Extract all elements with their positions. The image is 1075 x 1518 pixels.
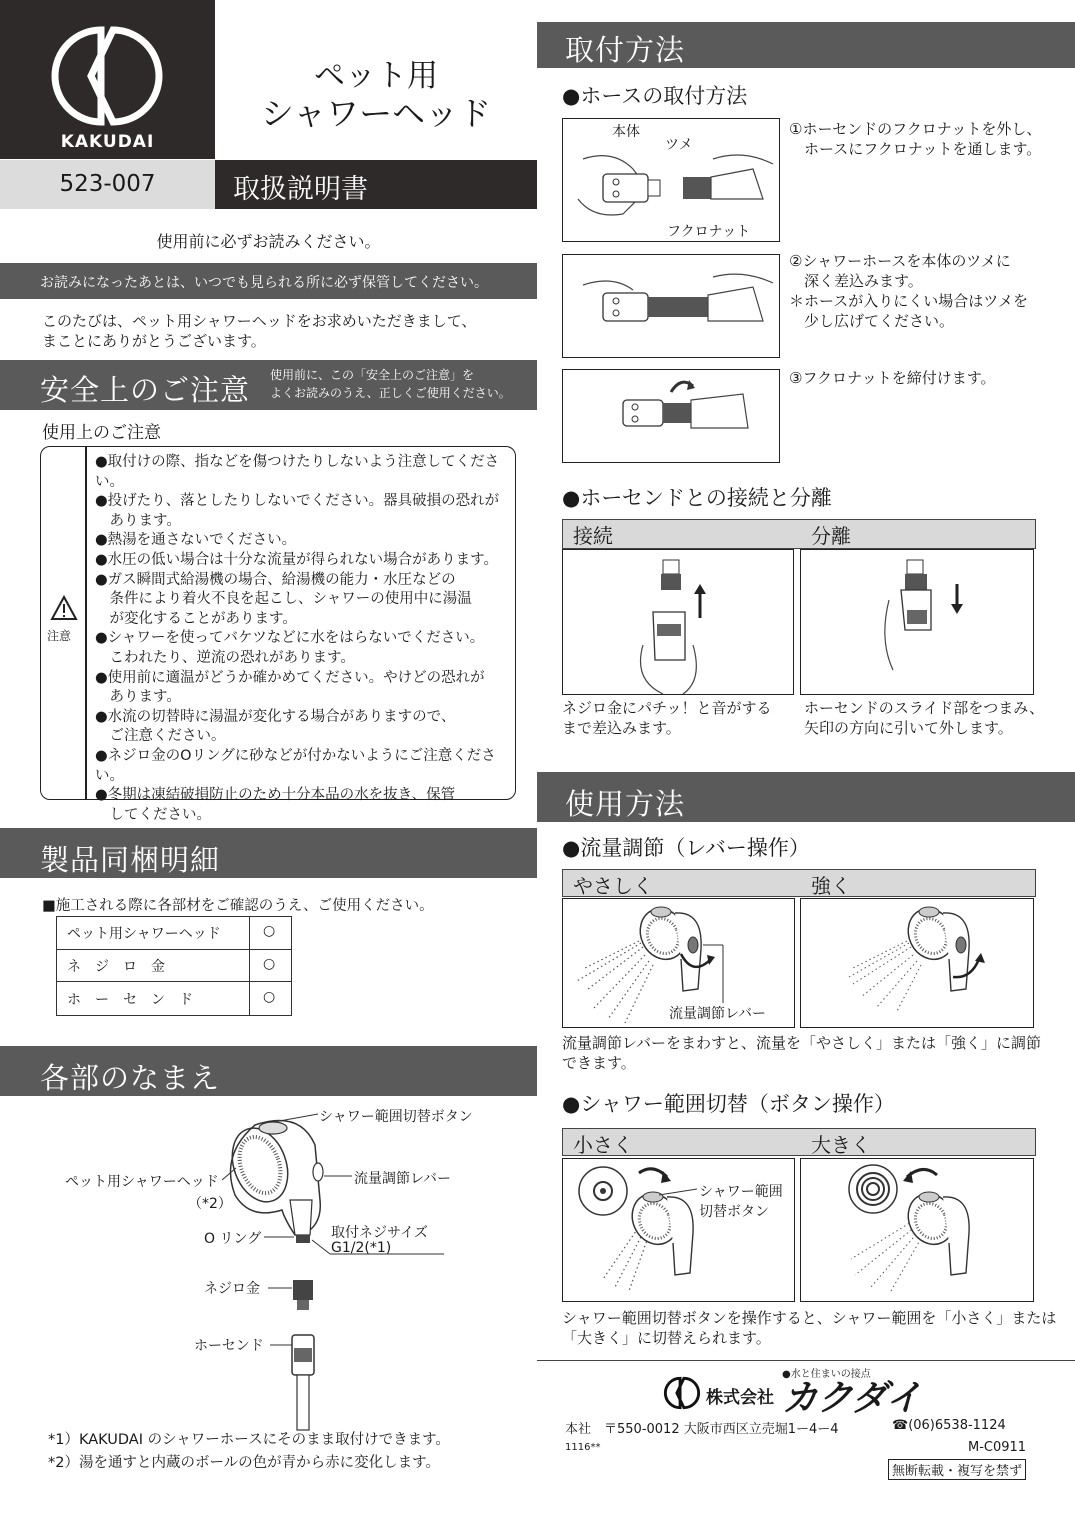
copyright-notice: 無断転載・複写を禁ず xyxy=(888,1459,1026,1480)
small-figure xyxy=(562,1158,795,1302)
lever-label: 流量調節レバー xyxy=(669,1006,767,1022)
kakudai-footer-logo-icon xyxy=(666,1377,698,1409)
gentle-figure xyxy=(562,898,795,1028)
connect-text: ネジロ金にパチッ！と音がする まで差込みます。 xyxy=(562,699,772,737)
connect-bar xyxy=(562,519,1036,549)
company-name: カクダイ xyxy=(782,1378,921,1419)
row-name: ペット用シャワーヘッド xyxy=(67,926,221,942)
separate-text: ホーセンドのスライド部をつまみ、 矢印の方向に引いて外します。 xyxy=(804,699,1045,737)
brand-name: KAKUDAI xyxy=(60,132,155,152)
caution-items: ●取付けの際、指などを傷つけたりしないよう注意してください。 ●投げたり、落としたりしないでください。器具破損の恐れが あります。 ●熱湯を通さないでください。 ●水圧の低い場合は十分な流量が得られない場合があります。 ●ガス瞬間式給湯機の場合、給湯機の能力・水圧などの 条件により着火不良を起こし、シャワーの使用中に湯温 が変化することがあります。 ●シャワーを使ってバケツなどに水をはらないでください。 こわれたり、逆流の恐れがあります。 ●使用前に適温がどうか確かめてください。やけどの恐れが あります。 ●水流の切替時に湯温が変化する場合がありますので、 ご注意ください。 ●ネジロ金のOリングに砂などが付かないようにご注意ください。 ●冬期は凍結破損防止のため十分本品の水を抜き、保管 してください。 xyxy=(95,454,500,823)
connect-heading: ●ホーセンドとの接続と分離 xyxy=(562,486,832,510)
step-1: ①ホーセンドのフクロナットを外し、 ホースにフクロナットを通します。 xyxy=(789,120,1042,158)
thanks-text: このたびは、ペット用シャワーヘッドをお求めいただきまして、 まことにありがとうございます。 xyxy=(42,312,477,350)
label-hosend: ホーセンド xyxy=(194,1338,264,1354)
label-lever: 流量調節レバー xyxy=(354,1171,452,1187)
manual-label: 取扱説明書 xyxy=(233,174,368,205)
step3-figure xyxy=(562,369,780,463)
brand-logo-block xyxy=(0,0,215,159)
button-label-line2: 切替ボタン xyxy=(699,1204,769,1220)
footer-tagline: ●水と住まいの接点 xyxy=(782,1369,871,1380)
parts-band xyxy=(0,1046,537,1096)
contents-note: ■施工される際に各部材をご確認のうえ、ご使用ください。 xyxy=(42,898,434,914)
strong-illustration xyxy=(801,899,1033,1027)
connect-illustration xyxy=(563,550,793,694)
flow-text: 流量調節レバーをまわすと、流量を「やさしく」または「強く」に調節 できます。 xyxy=(562,1034,1041,1072)
connect-label: 接続 xyxy=(573,524,613,548)
keep-notice: お読みになったあとは、いつでも見られる所に必ず保管してください。 xyxy=(40,275,488,291)
connect-figure xyxy=(562,549,794,695)
step2-illustration xyxy=(563,255,779,357)
kakudai-logo-icon xyxy=(57,26,157,126)
usage-band xyxy=(537,772,1075,822)
row-name: ネ ジ ロ 金 xyxy=(67,959,165,975)
small-label: 小さく xyxy=(573,1133,633,1157)
usage-caution-heading: 使用上のご注意 xyxy=(42,423,161,443)
footnote-1: *1）KAKUDAI のシャワーホースにそのまま取付けできます。 xyxy=(48,1432,450,1448)
footer-code2: M-C0911 xyxy=(968,1440,1027,1455)
install-band xyxy=(537,22,1075,68)
footnote-2: *2）湯を通すと内蔵のボールの色が青から赤に変化します。 xyxy=(48,1455,441,1471)
button-label-line1: シャワー範囲 xyxy=(699,1184,783,1200)
large-illustration xyxy=(801,1159,1033,1301)
label-nut: ネジロ金 xyxy=(204,1281,260,1297)
product-title-line2: シャワーヘッド xyxy=(260,94,492,133)
fig-label-claw: ツメ xyxy=(665,137,693,153)
footer-divider xyxy=(537,1360,1075,1361)
footer-phone: ☎(06)6538-1124 xyxy=(892,1418,1006,1433)
parts-heading: 各部のなまえ xyxy=(40,1061,221,1095)
safety-band xyxy=(0,360,537,410)
hose-install-heading: ●ホースの取付方法 xyxy=(562,84,748,108)
separate-illustration xyxy=(801,550,1033,694)
label-oring: O リング xyxy=(204,1231,262,1247)
table-row xyxy=(57,982,291,1015)
row-name: ホ ー セ ン ド xyxy=(67,992,193,1008)
table-row xyxy=(57,917,291,950)
fig-label-body: 本体 xyxy=(612,124,640,140)
row-mark: ○ xyxy=(263,956,276,972)
contents-heading: 製品同梱明細 xyxy=(40,843,221,877)
usage-heading: 使用方法 xyxy=(565,787,686,821)
read-before-notice: 使用前に必ずお読みください。 xyxy=(156,232,381,251)
row-mark: ○ xyxy=(263,989,276,1005)
safety-heading: 安全上のご注意 xyxy=(40,373,251,407)
flow-bar xyxy=(562,869,1036,897)
caution-box xyxy=(40,446,516,823)
product-code: 523-007 xyxy=(59,171,156,197)
label-head: ペット用シャワーヘッド xyxy=(65,1174,219,1190)
contents-table xyxy=(56,916,292,1016)
large-figure xyxy=(800,1158,1034,1302)
contents-band xyxy=(0,828,537,878)
strong-figure xyxy=(800,898,1034,1028)
fig-label-nut: フクロナット xyxy=(667,224,751,240)
product-title-line1: ペット用 xyxy=(314,58,438,94)
row-mark: ○ xyxy=(263,923,276,939)
keep-notice-band xyxy=(0,263,537,299)
flow-heading: ●流量調節（レバー操作） xyxy=(562,836,810,860)
footer-address: 本社 〒550-0012 大阪市西区立売堀1ー4ー4 xyxy=(565,1422,839,1437)
label-head-note: （*2） xyxy=(188,1196,232,1212)
company-prefix: 株式会社 xyxy=(706,1388,774,1408)
label-button: シャワー範囲切替ボタン xyxy=(319,1109,473,1125)
install-heading: 取付方法 xyxy=(565,33,686,67)
gentle-label: やさしく xyxy=(573,874,653,898)
warning-icon xyxy=(50,595,78,621)
safety-note: 使用前に、この「安全上のご注意」を よくお読みのうえ、正しくご使用ください。 xyxy=(270,368,511,400)
range-text: シャワー範囲切替ボタンを操作すると、シャワー範囲を「小さく」または 「大きく」に切替えられます。 xyxy=(562,1309,1057,1347)
large-label: 大きく xyxy=(811,1133,871,1157)
strong-label: 強く xyxy=(811,874,851,898)
step3-illustration xyxy=(563,370,779,462)
step-3: ③フクロナットを締付けます。 xyxy=(789,369,996,387)
label-thread1: 取付ネジサイズ xyxy=(331,1225,428,1241)
range-bar xyxy=(562,1128,1036,1156)
table-row xyxy=(57,950,291,982)
product-code-cell xyxy=(0,160,215,209)
manual-label-cell xyxy=(215,160,537,209)
separate-label: 分離 xyxy=(811,524,851,548)
step2-figure xyxy=(562,254,780,358)
label-thread2: G1/2(*1) xyxy=(331,1240,392,1256)
step-2: ②シャワーホースを本体のツメに 深く差込みます。 ＊ホースが入りにくい場合はツメを 少し広げてください。 xyxy=(789,252,1028,330)
footer-code1: 1116** xyxy=(565,1442,601,1453)
range-heading: ●シャワー範囲切替（ボタン操作） xyxy=(562,1092,895,1116)
parts-diagram xyxy=(0,1100,537,1430)
separate-figure xyxy=(800,549,1034,695)
caution-label: 注意 xyxy=(47,629,72,643)
